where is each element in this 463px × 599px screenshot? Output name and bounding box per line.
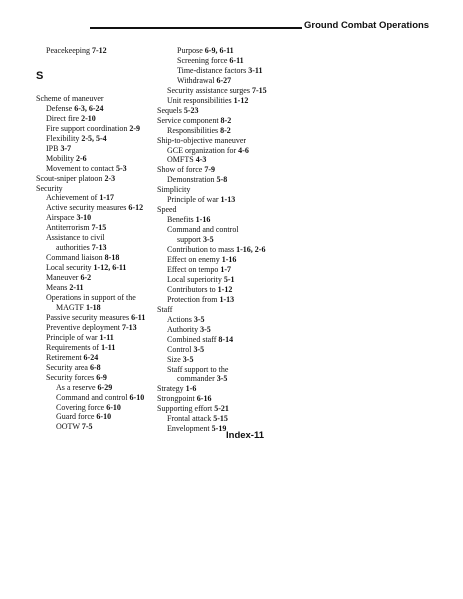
index-term: Strategy bbox=[157, 384, 184, 394]
index-term: Contributors to bbox=[167, 284, 216, 294]
index-term: Strongpoint bbox=[157, 394, 195, 404]
index-entry bbox=[157, 116, 307, 126]
index-entry bbox=[36, 243, 156, 253]
index-term: Effect on tempo bbox=[167, 264, 219, 274]
index-entry bbox=[157, 404, 307, 414]
index-term: Protection from bbox=[167, 294, 218, 304]
index-term: Speed bbox=[157, 205, 177, 215]
index-entry bbox=[157, 56, 307, 66]
index-term: Guard force bbox=[56, 412, 95, 422]
index-entry bbox=[36, 313, 156, 323]
index-term: As a reserve bbox=[56, 382, 96, 392]
index-page-ref: 1-16 bbox=[195, 215, 211, 225]
index-entry bbox=[157, 365, 307, 375]
index-entry bbox=[157, 345, 307, 355]
index-entry bbox=[36, 253, 156, 263]
index-entry bbox=[157, 225, 307, 235]
index-term: Unit responsibilities bbox=[167, 95, 232, 105]
index-page-ref: 2-6 bbox=[76, 153, 87, 163]
index-term: Supporting effort bbox=[157, 404, 213, 414]
index-term: Time-distance factors bbox=[177, 65, 247, 75]
index-page-ref: 2-11 bbox=[69, 283, 84, 293]
index-term: Scout-sniper platoon bbox=[36, 173, 103, 183]
index-entry bbox=[36, 203, 156, 213]
index-entry bbox=[36, 403, 156, 413]
index-page-ref: 6-11 bbox=[229, 55, 244, 65]
index-term: Retirement bbox=[46, 352, 82, 362]
index-page-ref: 1-7 bbox=[220, 264, 232, 274]
index-term: Service component bbox=[157, 115, 219, 125]
index-page-ref: 7-12 bbox=[91, 46, 107, 55]
index-page-ref: 1-12 bbox=[233, 95, 249, 105]
index-term: Peacekeeping bbox=[46, 46, 90, 55]
index-entry bbox=[36, 422, 156, 432]
index-term: Security area bbox=[46, 362, 88, 372]
index-page-ref: 1-11 bbox=[99, 332, 114, 342]
index-entry bbox=[36, 144, 156, 154]
index-term: Defense bbox=[46, 103, 73, 113]
index-page-ref: 1-11 bbox=[101, 342, 116, 352]
index-column-right bbox=[157, 46, 307, 434]
index-term: Passive security measures bbox=[46, 312, 130, 322]
index-page-ref: 1-18 bbox=[86, 302, 101, 312]
index-term: Maneuver bbox=[46, 273, 79, 283]
index-entry bbox=[157, 96, 307, 106]
index-page-ref: 7-15 bbox=[251, 85, 267, 95]
index-entry bbox=[36, 343, 156, 353]
index-term: support bbox=[177, 235, 201, 245]
index-term: Contribution to mass bbox=[167, 245, 235, 255]
index-entry bbox=[36, 383, 156, 393]
index-entry bbox=[36, 184, 156, 194]
index-entry bbox=[36, 223, 156, 233]
index-page-ref: 3-7 bbox=[60, 143, 72, 153]
index-term: Staff support to the bbox=[167, 364, 229, 374]
index-term: Ship-to-objective maneuver bbox=[157, 135, 247, 145]
index-page-ref: 3-5 bbox=[182, 354, 194, 364]
index-page-ref: 2-9 bbox=[129, 123, 140, 133]
index-page-ref: 5-19 bbox=[211, 424, 227, 434]
index-page-ref: 7-15 bbox=[91, 223, 107, 233]
index-page-ref: 5-1 bbox=[223, 274, 235, 284]
index-term: Command and control bbox=[167, 225, 239, 235]
index-page-ref: 3-10 bbox=[76, 213, 92, 223]
index-term: OOTW bbox=[56, 422, 80, 432]
index-page-ref: 7-5 bbox=[81, 422, 93, 432]
index-term: Sequels bbox=[157, 105, 182, 115]
index-page-ref: 1-6 bbox=[185, 384, 197, 394]
index-term: Local superiority bbox=[167, 274, 222, 284]
index-term: Security assistance surges bbox=[167, 85, 250, 95]
index-page-ref: 6-9, 6-11 bbox=[204, 46, 234, 55]
index-entry bbox=[36, 193, 156, 203]
index-term: Assistance to civil bbox=[46, 233, 105, 243]
index-page-ref: 1-12 bbox=[217, 284, 233, 294]
index-page-ref: 2-5, 5-4 bbox=[81, 133, 107, 143]
index-term: Authority bbox=[167, 324, 199, 334]
index-entry bbox=[36, 174, 156, 184]
index-entry bbox=[36, 94, 156, 104]
index-page-ref: 6-10 bbox=[106, 402, 121, 412]
index-term: Actions bbox=[167, 314, 192, 324]
index-entry bbox=[36, 283, 156, 293]
index-page-ref: 6-10 bbox=[96, 412, 112, 422]
index-term: OMFTS bbox=[167, 155, 194, 165]
index-page-ref: 6-16 bbox=[196, 394, 212, 404]
index-page-ref: 5-15 bbox=[213, 414, 228, 424]
index-term: Principle of war bbox=[46, 332, 98, 342]
index-term: Security bbox=[36, 183, 63, 193]
index-entry bbox=[157, 155, 307, 165]
index-entry bbox=[157, 136, 307, 146]
index-term: Security forces bbox=[46, 372, 95, 382]
index-entry bbox=[157, 106, 307, 116]
index-term: Effect on enemy bbox=[167, 255, 220, 265]
index-term: GCE organization for bbox=[167, 145, 237, 155]
index-entry bbox=[157, 414, 307, 424]
index-term: Command and control bbox=[56, 392, 128, 402]
index-entry bbox=[157, 215, 307, 225]
index-entry bbox=[157, 374, 307, 384]
index-page-ref: 6-29 bbox=[97, 382, 113, 392]
index-entry bbox=[157, 165, 307, 175]
index-term: authorities bbox=[56, 243, 90, 253]
index-column-left bbox=[36, 46, 156, 432]
index-page-ref: 3-5 bbox=[203, 235, 214, 245]
index-entry bbox=[157, 265, 307, 275]
index-page-ref: 3-5 bbox=[200, 324, 211, 334]
index-term: Screening force bbox=[177, 55, 228, 65]
index-entry bbox=[157, 305, 307, 315]
index-entry bbox=[157, 245, 307, 255]
index-page-ref: 7-9 bbox=[204, 165, 215, 175]
index-entry bbox=[157, 86, 307, 96]
index-term: Covering force bbox=[56, 402, 105, 412]
index-term: Antiterrorism bbox=[46, 223, 90, 233]
index-term: Simplicity bbox=[157, 185, 191, 195]
index-page-ref: 6-11 bbox=[131, 312, 146, 322]
index-page-ref: 2-3 bbox=[104, 173, 116, 183]
index-page-ref: 6-2 bbox=[80, 273, 92, 283]
index-entry bbox=[36, 233, 156, 243]
index-page-ref: 1-13 bbox=[220, 195, 236, 205]
index-entry bbox=[157, 285, 307, 295]
index-term: commander bbox=[177, 374, 215, 384]
index-entry bbox=[36, 124, 156, 134]
index-term: Achievement of bbox=[46, 193, 98, 203]
index-entry bbox=[36, 363, 156, 373]
index-entry bbox=[157, 66, 307, 76]
index-entry bbox=[36, 213, 156, 223]
index-page-ref: 4-3 bbox=[195, 155, 207, 165]
index-entry bbox=[157, 146, 307, 156]
index-entry bbox=[157, 205, 307, 215]
index-entry bbox=[157, 76, 307, 86]
index-term: Envelopment bbox=[167, 424, 210, 434]
index-term: Requirements of bbox=[46, 342, 100, 352]
index-term: Airspace bbox=[46, 213, 75, 223]
index-entry bbox=[36, 412, 156, 422]
index-page-ref: 1-13 bbox=[219, 294, 235, 304]
index-entry bbox=[157, 275, 307, 285]
index-section-letter: S bbox=[36, 69, 44, 82]
index-entry bbox=[157, 126, 307, 136]
index-page-ref: 3-5 bbox=[193, 314, 205, 324]
index-entry bbox=[157, 295, 307, 305]
index-page-ref: 1-17 bbox=[99, 193, 114, 203]
index-entry bbox=[157, 335, 307, 345]
index-entry bbox=[36, 263, 156, 273]
index-term: Movement to contact bbox=[46, 163, 114, 173]
index-term: Control bbox=[167, 344, 192, 354]
index-page-ref: 6-24 bbox=[83, 352, 99, 362]
index-term: MAGTF bbox=[56, 302, 85, 312]
index-term: Direct fire bbox=[46, 113, 80, 123]
index-page-ref: 8-2 bbox=[220, 115, 232, 125]
index-page-ref: 2-10 bbox=[81, 113, 96, 123]
index-entry bbox=[36, 393, 156, 403]
index-entry bbox=[157, 185, 307, 195]
index-term: Local security bbox=[46, 263, 92, 273]
index-entry bbox=[36, 303, 156, 313]
index-entry bbox=[157, 315, 307, 325]
index-page-ref: 3-5 bbox=[193, 344, 205, 354]
index-page-ref: 8-14 bbox=[218, 334, 234, 344]
index-entry bbox=[157, 355, 307, 365]
index-page-ref: 4-6 bbox=[238, 145, 249, 155]
index-page-ref: 3-5 bbox=[216, 374, 228, 384]
index-term: Demonstration bbox=[167, 175, 215, 185]
header-rule bbox=[90, 27, 302, 29]
index-term: Flexibility bbox=[46, 133, 80, 143]
index-entry bbox=[36, 353, 156, 363]
index-term: Show of force bbox=[157, 165, 203, 175]
index-entry bbox=[36, 273, 156, 283]
index-term: Mobility bbox=[46, 153, 75, 163]
index-term: Withdrawal bbox=[177, 75, 215, 85]
index-page-ref: 1-12, 6-11 bbox=[93, 263, 127, 273]
index-term: Combined staff bbox=[167, 334, 217, 344]
index-entry bbox=[157, 195, 307, 205]
page-number: Index-11 bbox=[226, 430, 265, 441]
index-entry bbox=[157, 384, 307, 394]
index-entry bbox=[36, 323, 156, 333]
index-term: Preventive deployment bbox=[46, 322, 120, 332]
index-term: Command liaison bbox=[46, 253, 103, 263]
index-page-ref: 7-13 bbox=[91, 243, 107, 253]
index-entry bbox=[36, 373, 156, 383]
index-page-ref: 8-2 bbox=[220, 125, 231, 135]
index-term: Frontal attack bbox=[167, 414, 212, 424]
index-term: Scheme of maneuver bbox=[36, 93, 104, 103]
index-page-ref: 5-3 bbox=[115, 163, 127, 173]
index-entry bbox=[36, 333, 156, 343]
index-entry bbox=[36, 134, 156, 144]
index-term: IPB bbox=[46, 143, 59, 153]
index-page-ref: 5-23 bbox=[183, 105, 199, 115]
index-page-ref: 1-16 bbox=[221, 255, 237, 265]
index-entry bbox=[157, 235, 307, 245]
index-page-ref: 1-16, 2-6 bbox=[236, 245, 266, 255]
index-term: Purpose bbox=[177, 46, 203, 55]
index-page-ref: 6-12 bbox=[128, 203, 144, 213]
index-entry bbox=[36, 154, 156, 164]
running-header-title: Ground Combat Operations bbox=[304, 20, 430, 31]
index-page-ref: 5-8 bbox=[216, 175, 228, 185]
index-entry bbox=[36, 46, 156, 56]
index-page-ref: 6-27 bbox=[216, 75, 232, 85]
index-entry bbox=[36, 114, 156, 124]
index-term: Responsibilities bbox=[167, 125, 219, 135]
index-page-ref: 6-8 bbox=[89, 362, 101, 372]
index-entry bbox=[157, 394, 307, 404]
index-entry bbox=[157, 175, 307, 185]
index-term: Means bbox=[46, 283, 68, 293]
index-entry bbox=[157, 255, 307, 265]
index-entry bbox=[157, 46, 307, 56]
index-page-ref: 6-3, 6-24 bbox=[74, 103, 104, 113]
index-term: Principle of war bbox=[167, 195, 219, 205]
index-term: Benefits bbox=[167, 215, 194, 225]
index-term: Staff bbox=[157, 304, 173, 314]
index-page-ref: 7-13 bbox=[121, 322, 137, 332]
index-page-ref: 8-18 bbox=[104, 253, 120, 263]
index-page-ref: 6-10 bbox=[129, 392, 145, 402]
index-entry bbox=[36, 164, 156, 174]
index-page-ref: 5-21 bbox=[214, 404, 229, 414]
index-entry bbox=[36, 293, 156, 303]
index-entry bbox=[36, 104, 156, 114]
index-term: Active security measures bbox=[46, 203, 127, 213]
index-term: Operations in support of the bbox=[46, 293, 136, 303]
index-term: Fire support coordination bbox=[46, 123, 128, 133]
index-page-ref: 6-9 bbox=[96, 372, 107, 382]
index-term: Size bbox=[167, 354, 181, 364]
index-page-ref: 3-11 bbox=[248, 65, 263, 75]
index-entry bbox=[157, 325, 307, 335]
